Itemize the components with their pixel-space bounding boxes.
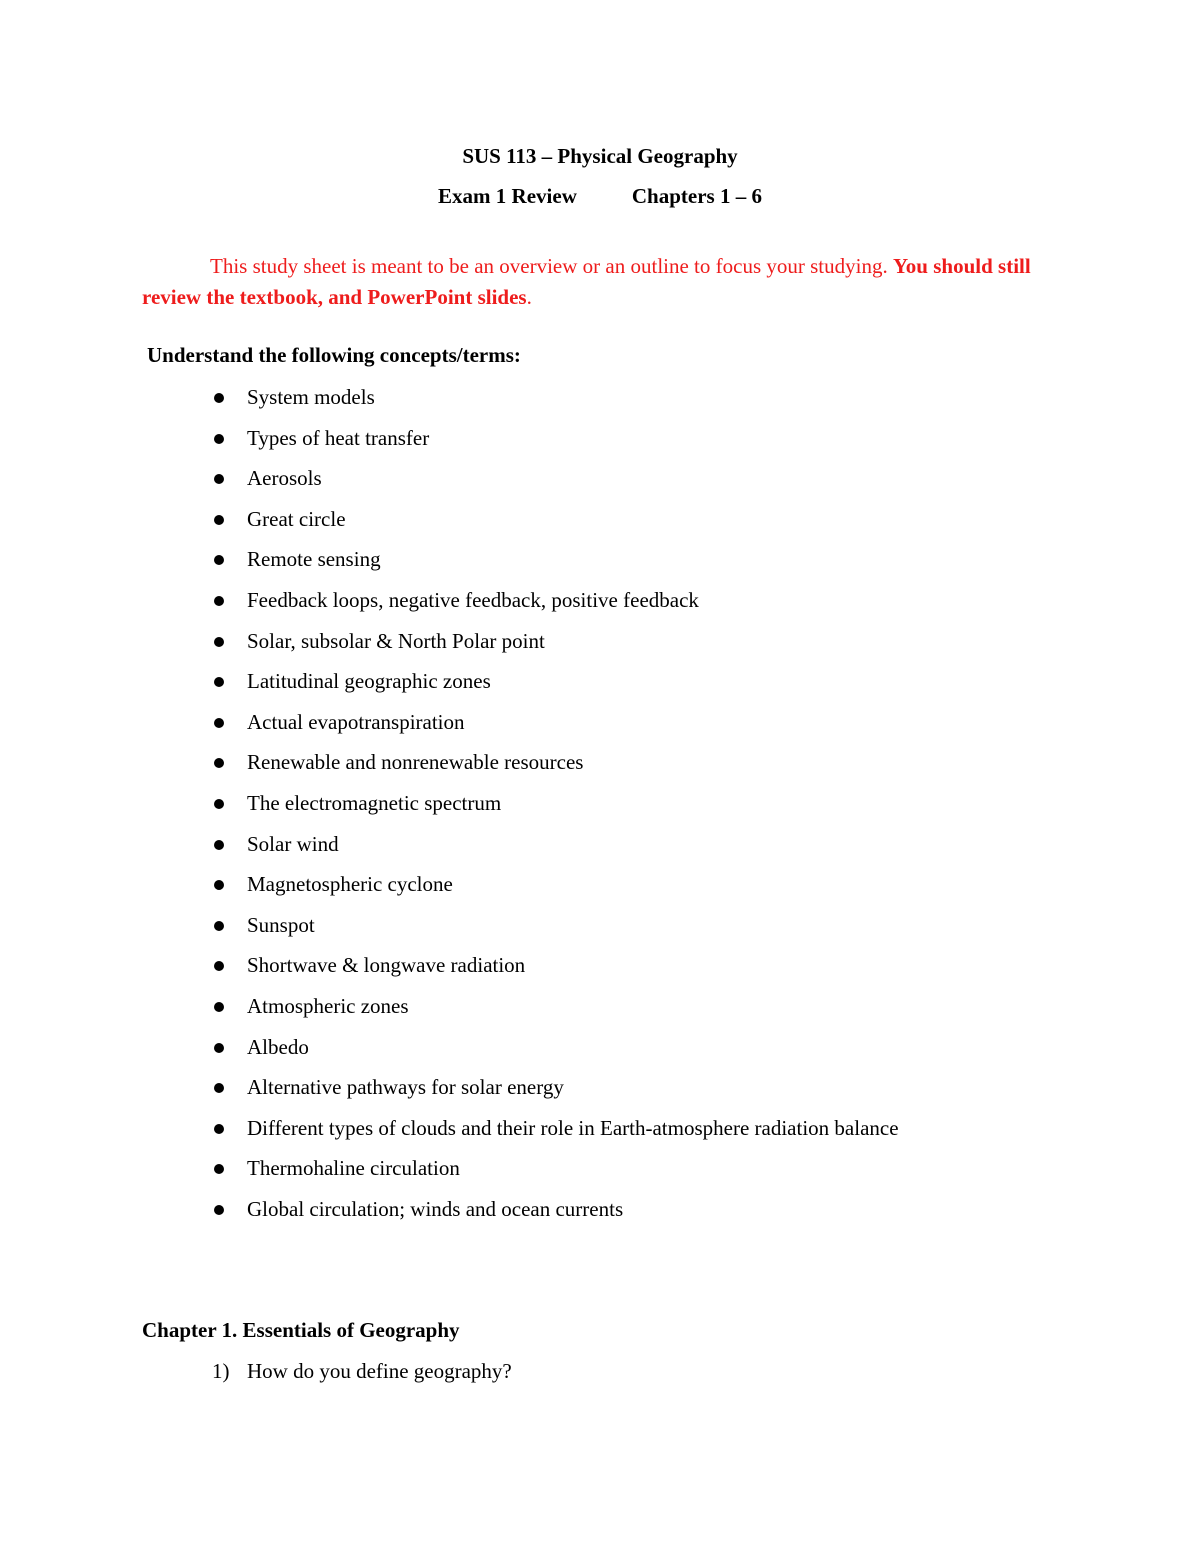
course-title: SUS 113 – Physical Geography xyxy=(462,144,738,168)
concept-text: Different types of clouds and their role in Earth-atmosphere radiation balance xyxy=(247,1115,899,1140)
exam-label: Exam 1 Review xyxy=(438,184,577,208)
concept-text: Actual evapotranspiration xyxy=(247,709,465,734)
bullet-icon xyxy=(214,718,224,728)
concept-text: Aerosols xyxy=(247,466,322,491)
concept-text: Renewable and nonrenewable resources xyxy=(247,750,584,775)
bullet-icon xyxy=(214,1164,224,1174)
concept-text: Remote sensing xyxy=(247,547,381,572)
chapters-label: Chapters 1 – 6 xyxy=(631,184,762,208)
chapter-1-heading: Chapter 1. Essentials of Geography xyxy=(142,1318,460,1342)
bullet-icon xyxy=(214,637,224,647)
concept-text: Global circulation; winds and ocean currents xyxy=(247,1196,624,1221)
concept-text: Solar wind xyxy=(247,831,339,856)
bullet-icon xyxy=(214,1205,224,1215)
exam-subtitle xyxy=(0,183,1200,209)
concept-text: Shortwave & longwave radiation xyxy=(247,953,526,978)
bullet-icon xyxy=(214,596,224,606)
concept-text: Atmospheric zones xyxy=(247,993,409,1018)
bullet-icon xyxy=(214,1124,224,1134)
concept-text: Thermohaline circulation xyxy=(247,1156,460,1181)
bullet-icon xyxy=(214,393,224,403)
bullet-icon xyxy=(214,555,224,565)
concept-text: Feedback loops, negative feedback, positive feedback xyxy=(247,587,699,612)
concept-text: System models xyxy=(247,385,375,409)
concept-text: Albedo xyxy=(247,1034,309,1059)
concept-text: Alternative pathways for solar energy xyxy=(247,1075,564,1100)
bullet-icon xyxy=(214,840,224,850)
concept-text: Great circle xyxy=(247,506,346,531)
concept-text: Sunspot xyxy=(247,912,315,937)
question-number: 1) xyxy=(212,1359,230,1383)
concept-text: Types of heat transfer xyxy=(247,425,430,450)
intro-note xyxy=(142,251,1042,313)
bullet-icon xyxy=(214,880,224,890)
bullet-icon xyxy=(214,677,224,687)
concept-text: Magnetospheric cyclone xyxy=(247,872,453,897)
bullet-icon xyxy=(214,1043,224,1053)
bullet-icon xyxy=(214,758,224,768)
bullet-icon xyxy=(214,799,224,809)
bullet-icon xyxy=(214,515,224,525)
intro-bold-text: You should still review the textbook, and PowerPoint slides xyxy=(142,254,1031,309)
bullet-icon xyxy=(214,474,224,484)
question-text: How do you define geography? xyxy=(247,1359,512,1383)
bullet-icon xyxy=(214,921,224,931)
concept-text: The electromagnetic spectrum xyxy=(247,790,502,815)
concept-text: Latitudinal geographic zones xyxy=(247,669,491,694)
bullet-icon xyxy=(214,434,224,444)
concept-text: Solar, subsolar & North Polar point xyxy=(247,628,545,653)
bullet-icon xyxy=(214,1083,224,1093)
intro-end-punct: . xyxy=(526,285,532,309)
concepts-heading: Understand the following concepts/terms: xyxy=(147,343,521,367)
bullet-icon xyxy=(214,1002,224,1012)
intro-normal-text: This study sheet is meant to be an overview or an outline to focus your studying. xyxy=(210,254,893,278)
bullet-icon xyxy=(214,961,224,971)
